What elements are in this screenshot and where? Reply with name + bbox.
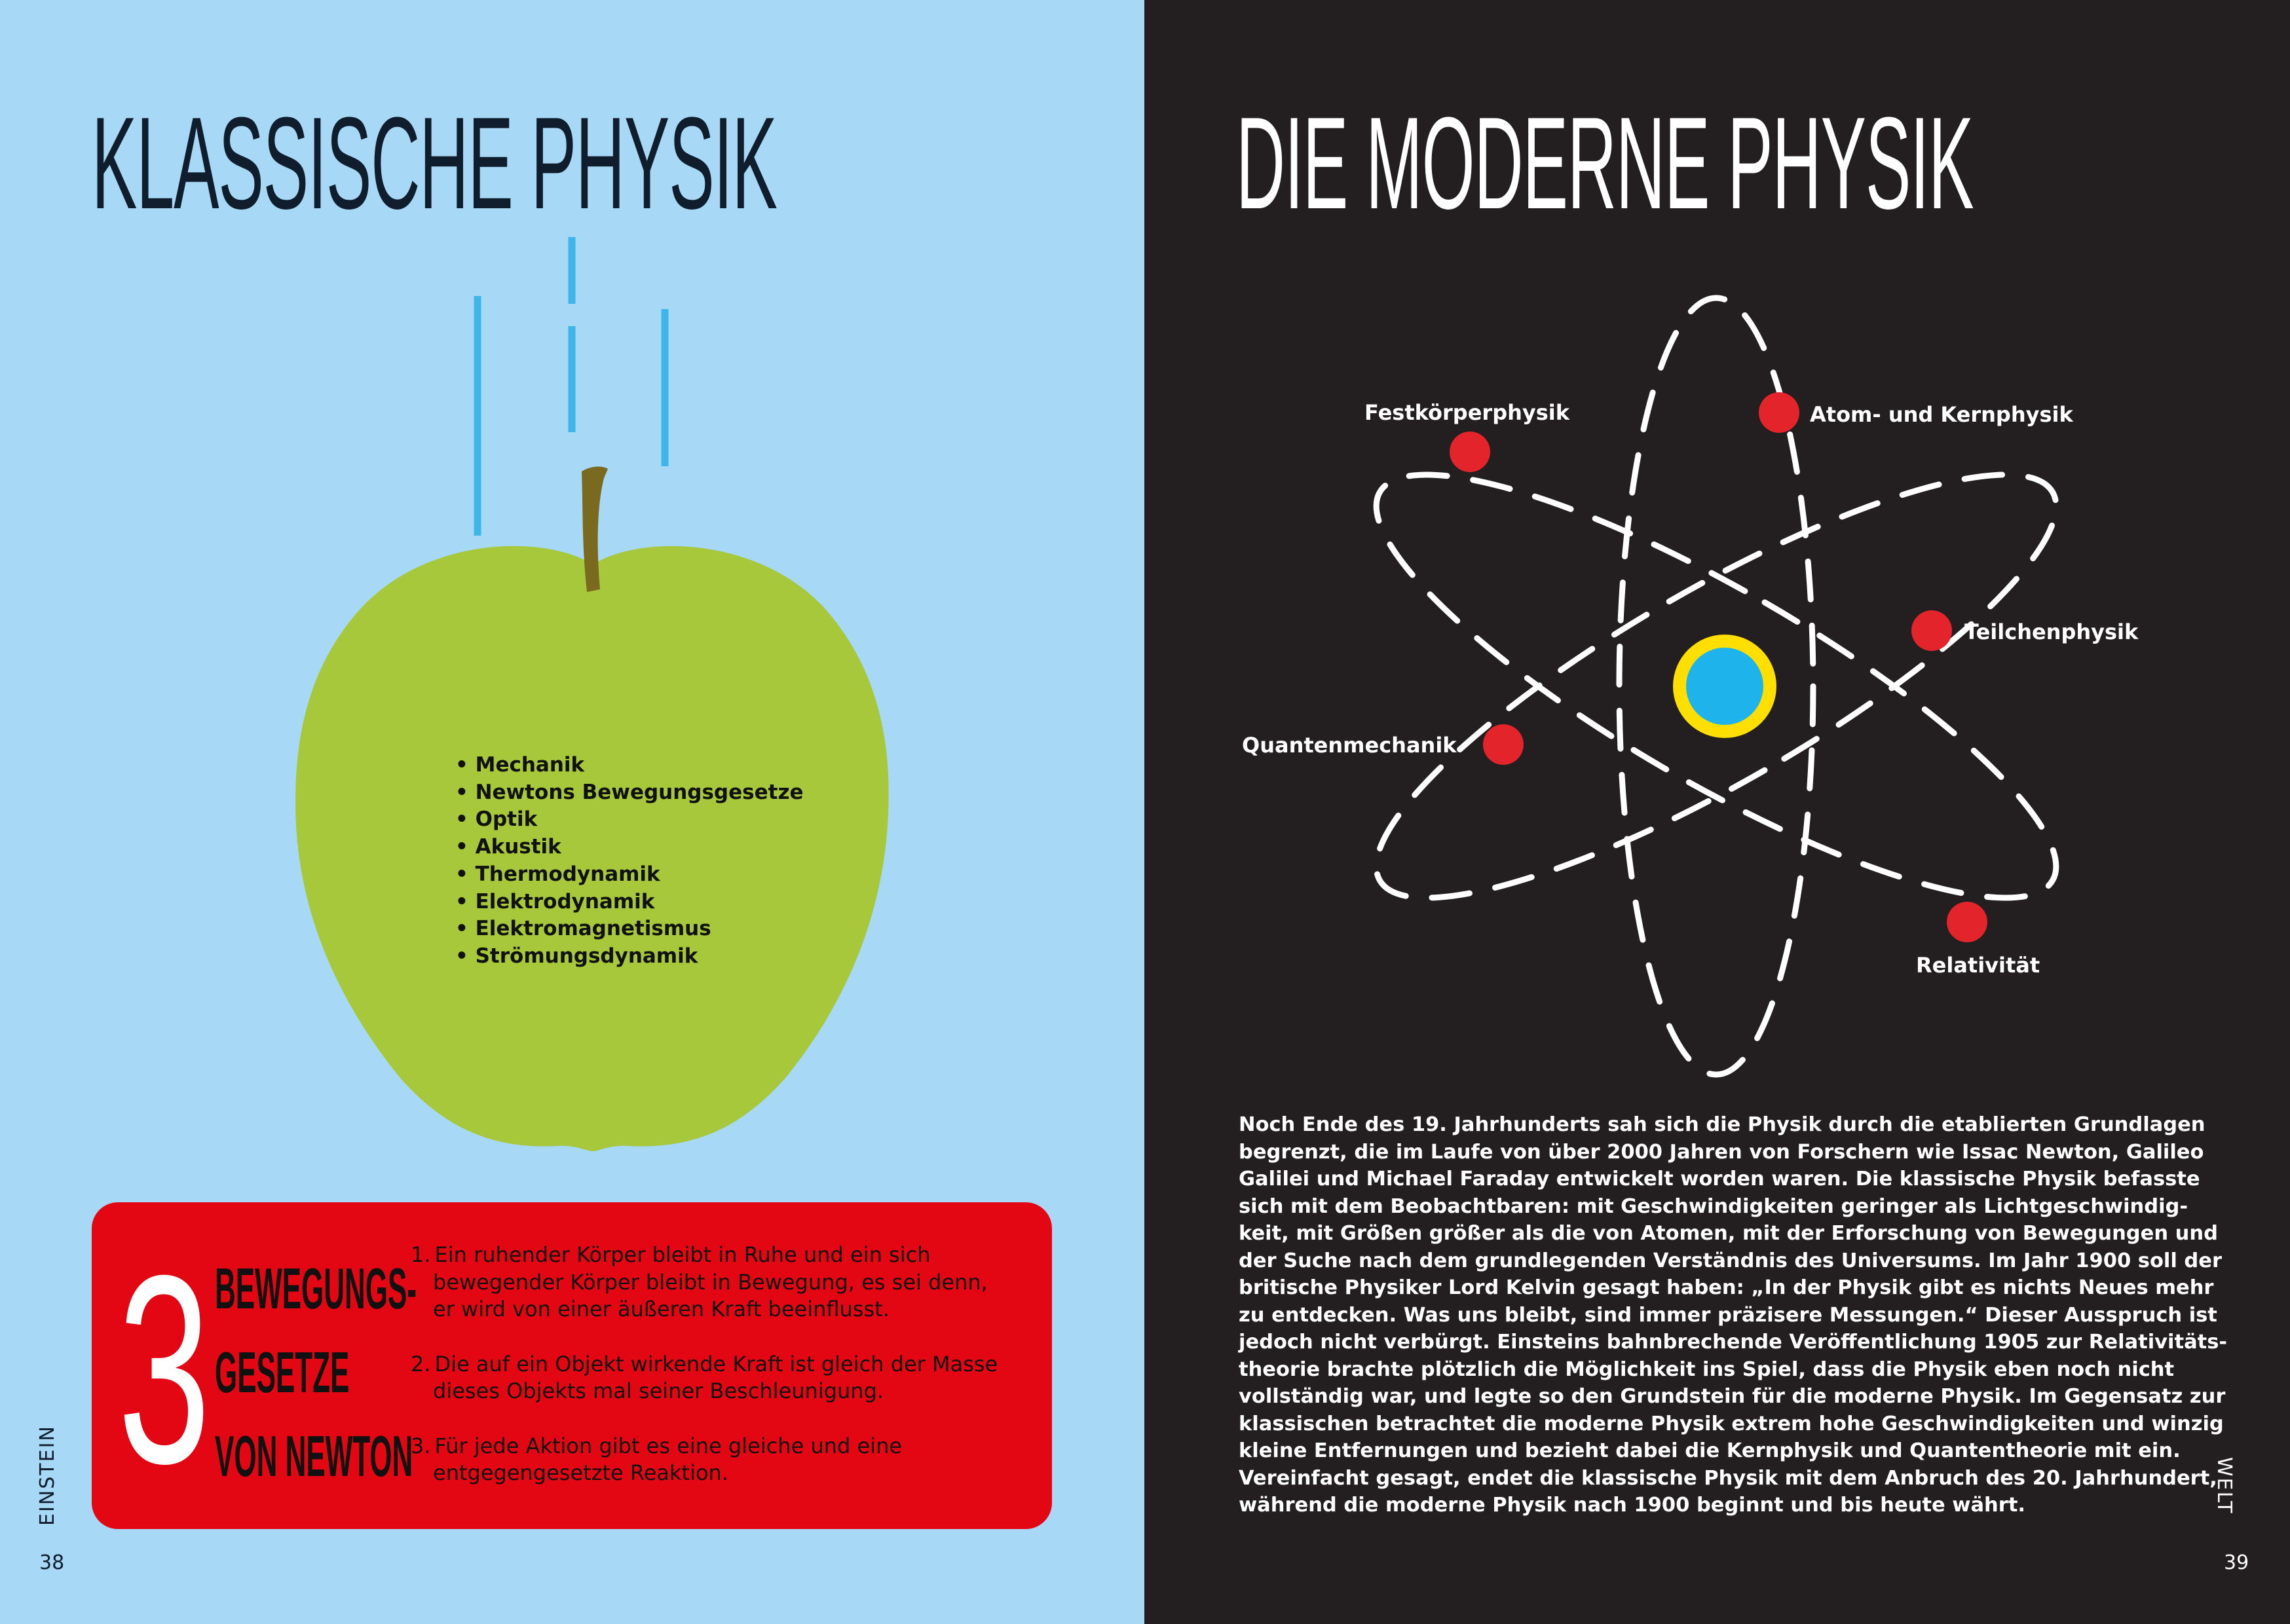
text-line: britische Physiker Lord Kelvin gesagt haben: „In der Physik gibt es nichts Neues mehr <box>1239 1276 2214 1299</box>
list-item: • Elektromagnetismus <box>455 915 804 943</box>
newton-laws-list <box>411 1242 1040 1487</box>
electron-particle <box>1911 610 1952 651</box>
law-text: er wird von einer äußeren Kraft beeinflusst. <box>433 1297 890 1321</box>
newton-laws-box <box>92 1202 1052 1529</box>
text-line: Vereinfacht gesagt, endet die klassische Physik mit dem Anbruch des 20. Jahrhundert, <box>1239 1466 2217 1490</box>
left-page-title: KLASSISCHE PHYSIK <box>92 90 777 236</box>
law-text: Ein ruhender Körper bleibt in Ruhe und ein sich <box>434 1242 931 1267</box>
electron-quantum <box>1483 724 1524 765</box>
page-number-left: 38 <box>39 1551 65 1574</box>
list-item: • Mechanik <box>455 752 804 779</box>
text-line: theorie brachte plötzlich die Möglichkeit ins Spiel, dass die Physik eben noch nicht <box>1239 1357 2175 1381</box>
nucleus <box>1673 635 1776 738</box>
law-number: 3. <box>411 1433 431 1458</box>
text-line: Noch Ende des 19. Jahrhunderts sah sich die Physik durch die etablierten Grundlagen <box>1239 1113 2206 1136</box>
text-line: begrenzt, die im Laufe von über 2000 Jahren von Forschern wie Issac Newton, Galileo <box>1239 1140 2204 1164</box>
text-line: Galilei und Michael Faraday entwickelt worden waren. Die klassische Physik befasste <box>1239 1168 2200 1190</box>
electron-nuclear <box>1759 392 1799 433</box>
law-item <box>411 1351 1040 1405</box>
law-text: Für jede Aktion gibt es eine gleiche und eine <box>434 1433 903 1458</box>
text-line: klassischen betrachtet die moderne Physik extrem hohe Geschwindigkeiten und winzig <box>1239 1412 2224 1435</box>
page-number-right: 39 <box>2224 1551 2249 1574</box>
list-item: • Akustik <box>455 834 804 861</box>
list-item: • Newtons Bewegungsgesetze <box>455 779 804 807</box>
law-number: 1. <box>411 1242 431 1267</box>
law-item <box>411 1433 1040 1487</box>
label-solid-state-physics: Festkörperphysik <box>1364 400 1570 425</box>
text-line: der Suche nach dem grundlegenden Verständnis des Universums. Im Jahr 1900 soll der <box>1239 1249 2222 1272</box>
label-relativity: Relativität <box>1916 953 2040 978</box>
law-item <box>411 1242 1040 1323</box>
newton-laws-heading <box>215 1247 417 1498</box>
list-item: • Optik <box>455 806 804 834</box>
text-line: sich mit dem Beobachtbaren: mit Geschwindigkeiten geringer als Lichtgeschwindig- <box>1239 1194 2188 1218</box>
text-line: während die moderne Physik nach 1900 beginnt und bis heute währt. <box>1239 1494 2025 1517</box>
list-item: • Thermodynamik <box>455 861 804 889</box>
classical-topics-list <box>455 752 804 970</box>
text-line: keit, mit Größen größer als die von Atomen, mit der Erforschung von Bewegungen und <box>1239 1222 2218 1245</box>
text-line: zu entdecken. Was uns bleibt, sind immer präzisere Messungen.“ Dieser Ausspruch ist <box>1239 1303 2217 1327</box>
label-nuclear-physics: Atom- und Kernphysik <box>1810 402 2073 427</box>
label-particle-physics: Teilchenphysik <box>1964 619 2139 644</box>
heading-line: VON NEWTON <box>215 1424 413 1488</box>
right-page <box>1144 0 2290 1624</box>
left-page <box>0 0 1144 1624</box>
motion-lines <box>478 237 665 536</box>
nucleus-core <box>1686 648 1763 725</box>
running-header-right: WELT <box>2213 1457 2236 1515</box>
text-line: vollständig war, und legte so den Grundstein für die moderne Physik. Im Gegensatz zur <box>1239 1385 2226 1408</box>
newton-laws-count: 3 <box>118 1219 211 1519</box>
text-line: jedoch nicht verbürgt. Einsteins bahnbrechende Veröffentlichung 1905 zur Relativitäts- <box>1239 1331 2228 1354</box>
law-text: entgegengesetzte Reaktion. <box>433 1460 728 1485</box>
text-line: kleine Entfernungen und bezieht dabei die Kernphysik und Quantentheorie mit ein. <box>1239 1439 2181 1462</box>
electron-solid-state <box>1450 432 1490 472</box>
electron-relativity <box>1947 902 1987 942</box>
law-text: bewegender Körper bleibt in Bewegung, es sei denn, <box>433 1269 988 1295</box>
law-text: dieses Objekts mal seiner Beschleunigung. <box>433 1378 884 1403</box>
list-item: • Elektrodynamik <box>455 889 804 916</box>
right-page-title: DIE MODERNE PHYSIK <box>1236 90 1974 236</box>
running-header-left: EINSTEIN <box>36 1425 59 1526</box>
label-quantum-mechanics: Quantenmechanik <box>1242 733 1457 758</box>
heading-line: BEWEGUNGS- <box>215 1256 417 1321</box>
list-item: • Strömungsdynamik <box>455 943 804 970</box>
heading-line: GESETZE <box>215 1340 350 1405</box>
law-number: 2. <box>411 1351 431 1376</box>
law-text: Die auf ein Objekt wirkende Kraft ist gleich der Masse <box>434 1351 998 1376</box>
